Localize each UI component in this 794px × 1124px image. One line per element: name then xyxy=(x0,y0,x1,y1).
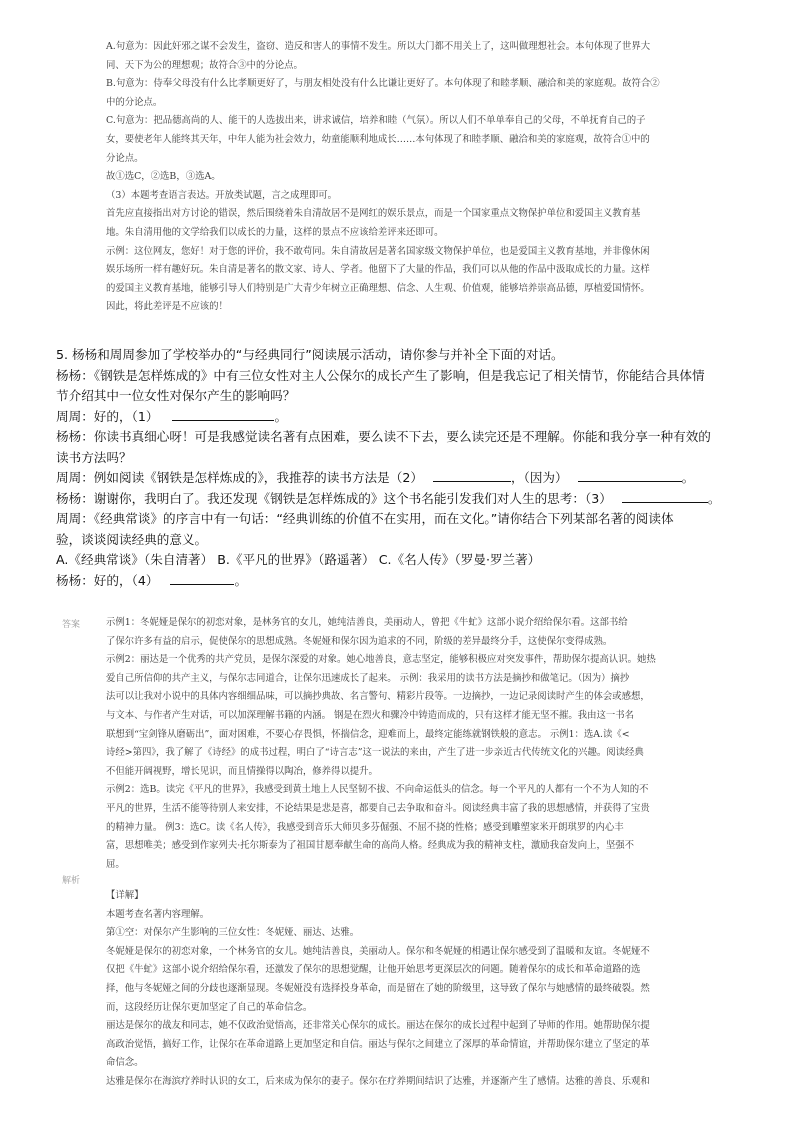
answer-blank-2b[interactable] xyxy=(578,468,682,482)
answer-blank-3[interactable] xyxy=(622,489,708,503)
answer-block xyxy=(106,614,718,874)
text-line: 女，要使老年人能终其天年，中年人能为社会效力，幼童能顺利地成长……本句体现了和睦孝顺、融洽和美的家庭观，故符合①中的 xyxy=(106,133,650,145)
text-line: 示例：这位网友，您好！对于您的评价，我不敢苟同。朱自清故居是著名国家级文物保护单位，也是爱国主义教育基地，并非像休闲 xyxy=(106,245,650,257)
text-line: 本题考查名著内容理解。 xyxy=(106,908,210,920)
text-line: 示例2：丽达是一个优秀的共产党员，是保尔深爱的对象。她心地善良，意志坚定，能够积极应对突发事件，帮助保尔提高认识。她热 xyxy=(106,654,656,666)
text-line: 分论点。 xyxy=(106,152,144,164)
text-line: 故①选C，②选B，③选A。 xyxy=(106,171,221,183)
text-line: C.句意为：把品德高尚的人、能干的人选拔出来，讲求诚信，培养和睦（气氛）。所以人们不单单奉自己的父母，不单抚育自己的子 xyxy=(106,115,646,127)
q5-dialogue-line: 杨杨：好的，（4） 。 xyxy=(56,572,248,588)
question-5 xyxy=(56,345,746,591)
text-line: 中的分论点。 xyxy=(106,96,163,108)
text-line: 示例2：选B。读完《平凡的世界》，我感受到黄土地上人民坚韧不拔、不向命运低头的信念。每一个平凡的人都有一个不为人知的不 xyxy=(106,784,649,796)
q5-options: A.《经典常谈》（朱自清著） B.《平凡的世界》（路遥著） C.《名人传》（罗曼·罗兰著） xyxy=(56,552,541,567)
text-line: 【详解】 xyxy=(106,890,144,901)
q5-dialogue-line: 杨杨：你读书真细心呀！可是我感觉读名著有点困难，要么读不下去，要么读完还是不理解。你能和我分享一种有效的 xyxy=(56,429,711,444)
answer-blank-4[interactable] xyxy=(170,571,234,585)
text-line: 联想到“宝剑锋从磨砺出”，面对困难，不要心存畏惧，怀揣信念，迎难而上，最终定能练就钢铁般的意志。 示例1：选A.读《< xyxy=(106,728,630,740)
text-line: 第①空：对保尔产生影响的三位女性：冬妮娅、丽达、达雅。 xyxy=(106,927,360,939)
text-line: 的爱国主义教育基地，能够引导人们特别是广大青少年树立正确理想、信念、人生观、价值观，能够培养崇高品德，厚植爱国情怀。 xyxy=(106,282,650,294)
q5-dialogue-line: 杨杨：谢谢你，我明白了。我还发现《钢铁是怎样炼成的》这个书名能引发我们对人生的思考：（3） 。 xyxy=(56,490,721,506)
answer-label: 答案 xyxy=(62,620,81,630)
text-line: 爱自己所信仰的共产主义，与保尔志同道合，让保尔迅速成长了起来。 示例：我采用的读书方法是摘抄和做笔记。（因为）摘抄 xyxy=(106,672,630,684)
text-line: 不但能开阔视野，增长见识，而且情操得以陶冶，修养得以提升。 xyxy=(106,765,378,777)
text-line: 示例1：冬妮娅是保尔的初恋对象，是林务官的女儿，她纯洁善良，美丽动人，曾把《牛虻》这部小说介绍给保尔看。这部书给 xyxy=(106,617,628,628)
text-line: 地。朱自清用他的文学给我们以成长的力量，这样的景点不应该给差评来还即可。 xyxy=(106,226,444,238)
text-line: （3）本题考查语言表达。开放类试题，言之成理即可。 xyxy=(106,189,337,201)
text-line: 择，他与冬妮娅之间的分歧也逐渐显现。冬妮娅没有选择投身革命，而是留在了她的阶级里，这导致了保尔与她感情的最终破裂。然 xyxy=(106,982,650,994)
q5-dialogue-line: 读书方法吗？ xyxy=(56,449,132,465)
text-line: 命信念。 xyxy=(106,1057,144,1069)
q5-dialogue-line: 杨杨：《钢铁是怎样炼成的》中有三位女性对主人公保尔的成长产生了影响，但是我忘记了相关情节，你能结合具体情 xyxy=(56,367,705,383)
text-line: 平凡的世界，生活不能等待别人来安排，不论结果是悲是喜，都要自己去争取和奋斗。阅读经典丰富了我的思想感情，并获得了宝贵 xyxy=(106,802,650,814)
q5-intro: 5. 杨杨和周周参加了学校举办的“与经典同行”阅读展示活动，请你参与并补全下面的对话。 xyxy=(56,347,564,362)
text-line: 丽达是保尔的战友和同志，她不仅政治觉悟高，还非常关心保尔的成长。丽达在保尔的成长过程中起到了导师的作用。她帮助保尔提 xyxy=(106,1020,650,1032)
text-line: 富，思想唯美；感受到作家列夫·托尔斯泰为了祖国甘愿奉献生命的高尚人格。经典成为我的精神支柱，激励我奋发向上，坚强不 xyxy=(106,840,634,852)
text-line: 因此，将此差评是不应该的！ xyxy=(106,301,228,313)
text-line: 冬妮娅是保尔的初恋对象，一个林务官的女儿。她纯洁善良，美丽动人。保尔和冬妮娅的相遇让保尔感受到了温暖和友谊。冬妮娅不 xyxy=(106,945,650,957)
text-line: 首先应直接指出对方讨论的错误，然后围绕着朱自清故居不是网红的娱乐景点，而是一个国家重点文物保护单位和爱国主义教育基 xyxy=(106,208,641,220)
answer-blank-2a[interactable] xyxy=(433,468,511,482)
text-line: 了保尔许多有益的启示，促使保尔的思想成熟。冬妮娅和保尔因为追求的不同，阶级的差异最终分手，这使保尔变得成熟。 xyxy=(106,635,613,647)
text-line: 与文本、与作者产生对话，可以加深理解书籍的内涵。 钢是在烈火和骤冷中铸造而成的，只有这样才能无坚不摧。我由这一书名 xyxy=(106,709,634,721)
q5-dialogue-line: 节介绍其中一位女性对保尔产生的影响吗？ xyxy=(56,388,296,403)
text-line: 仅把《牛虻》这部小说介绍给保尔看，还激发了保尔的思想觉醒，让他开始思考更深层次的问题。随着保尔的成长和革命道路的选 xyxy=(106,964,641,976)
text-line: 而，这段经历让保尔更加坚定了自己的革命信念。 xyxy=(106,1001,313,1013)
text-line: 同、天下为公的理想观；故符合③中的分论点。 xyxy=(106,59,303,71)
text-line: 法可以让我对小说中的具体内容细细品味，可以摘抄典故、名言警句、精彩片段等。一边摘抄，一边记录阅读时产生的体会或感想， xyxy=(106,691,650,703)
q5-dialogue-line: 周周：《经典常谈》的序言中有一句话：“经典训练的价值不在实用，而在文化。”请你结合下列某部名著的阅读体 xyxy=(56,511,674,526)
answer-blank-1[interactable] xyxy=(172,407,274,421)
q5-dialogue-line: 验，谈谈阅读经典的意义。 xyxy=(56,531,208,547)
text-line: A.句意为：因此奸邪之谋不会发生，盗窃、造反和害人的事情不发生。所以大门都不用关上了，这叫做理想社会。本句体现了世界大 xyxy=(106,41,651,52)
text-line: 的精神力量。 例3：选C。读《名人传》，我感受到音乐大师贝多芬倔强、不屈不挠的性格；感受到雕塑家米开朗琪罗的内心丰 xyxy=(106,821,624,833)
q5-dialogue-line: 周周：例如阅读《钢铁是怎样炼成的》，我推荐的读书方法是（2） ，（因为） 。 xyxy=(56,470,695,485)
text-line: 达雅是保尔在海滨疗养时认识的女工，后来成为保尔的妻子。保尔在疗养期间结识了达雅，并逐渐产生了感情。达雅的善良、乐观和 xyxy=(106,1075,650,1087)
text-line: 高政治觉悟，搞好工作，让保尔在革命道路上更加坚定和自信。丽达与保尔之间建立了深厚的革命情谊，并帮助保尔建立了坚定的革 xyxy=(106,1038,650,1050)
explanation-label: 解析 xyxy=(62,876,81,886)
q5-dialogue-line: 周周：好的，（1） 。 xyxy=(56,408,288,424)
previous-answer-block xyxy=(106,38,716,317)
text-line: B.句意为：侍奉父母没有什么比孝顺更好了，与朋友相处没有什么比谦让更好了。本句体现了和睦孝顺、融洽和美的家庭观。故符合② xyxy=(106,78,660,90)
text-line: 屈。 xyxy=(106,858,125,870)
text-line: 诗经>第四》，我了解了《诗经》的成书过程，明白了“诗言志”这一说法的来由，产生了进一步亲近古代传统文化的兴趣。阅读经典 xyxy=(106,747,644,759)
text-line: 娱乐场所一样有趣好玩。朱自清是著名的散文家、诗人、学者。他留下了大量的作品，我们可以从他的作品中汲取成长的力量。这样 xyxy=(106,264,650,276)
explanation-block xyxy=(106,887,718,1092)
